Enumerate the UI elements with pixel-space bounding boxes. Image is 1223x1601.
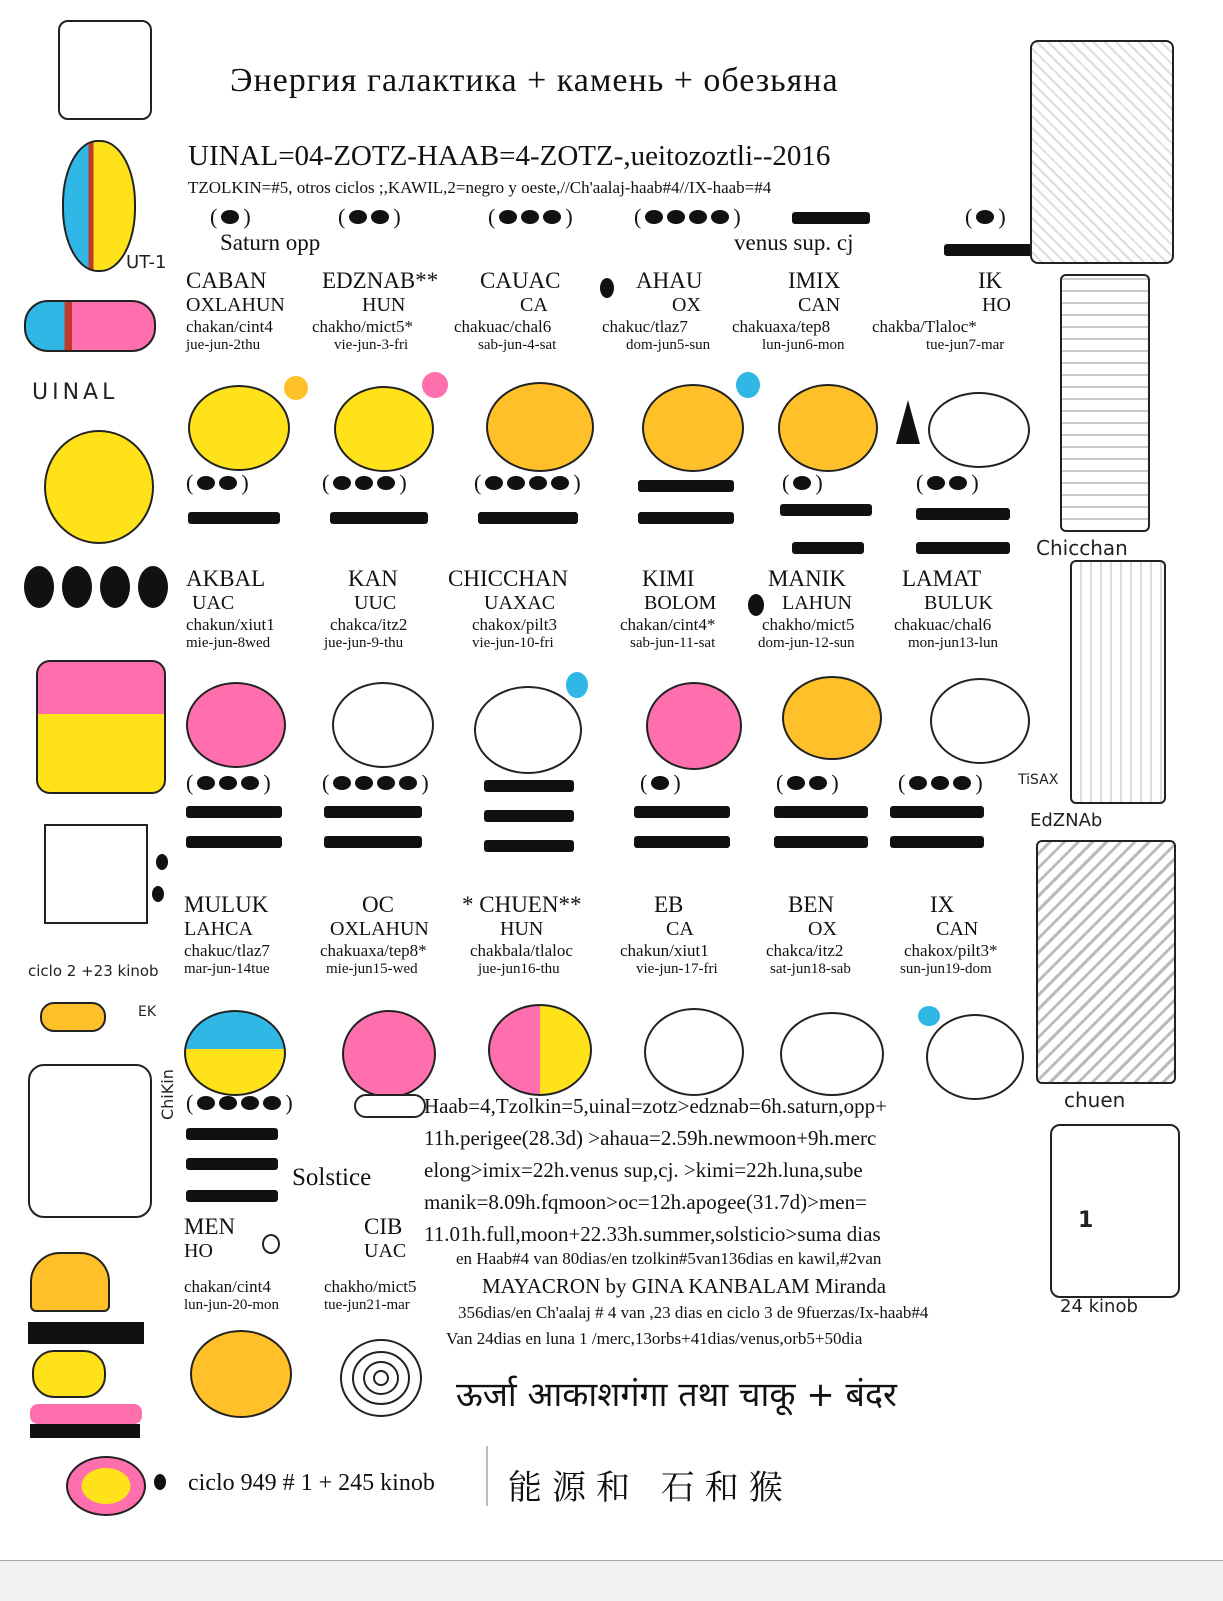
number-bar xyxy=(186,1190,278,1202)
chuen-figure-drawing xyxy=(1036,840,1176,1084)
day-date: sat-jun18-sab xyxy=(770,961,851,977)
akbal-glyph xyxy=(186,682,286,768)
day-date: lun-jun6-mon xyxy=(762,337,845,353)
day-lord: chakuac/chal6 xyxy=(894,615,992,634)
number-bar xyxy=(188,512,280,524)
number-bar xyxy=(780,504,872,516)
hindi-title: ऊर्जा आकाशगंगा तथा चाकू + बंदर xyxy=(456,1375,897,1415)
day-number: CA xyxy=(520,294,548,316)
kimi-glyph xyxy=(646,682,742,770)
day-sign: KIMI xyxy=(642,566,695,591)
edznab-glyph xyxy=(334,386,434,472)
day-number: UAC xyxy=(364,1240,407,1262)
day-sign: LAMAT xyxy=(902,566,982,591)
number-bar xyxy=(324,806,422,818)
solstice-note: Solstice xyxy=(292,1164,372,1191)
day-lord: chakun/xiut1 xyxy=(186,615,275,634)
note-line: 11.01h.full,moon+22.33h.summer,solsticio>suma dias xyxy=(424,1222,881,1246)
chicchan-glyph xyxy=(474,686,582,774)
count-line-1: en Haab#4 van 80dias/en tzolkin#5van136dias en kawil,#2van xyxy=(456,1249,882,1268)
divider xyxy=(486,1446,488,1506)
number-dots: ( ) xyxy=(186,470,249,495)
day-cell xyxy=(186,268,326,354)
day-date: jue-jun-9-thu xyxy=(324,635,404,651)
day-cell xyxy=(448,566,598,652)
day-lord: chakho/mict5 xyxy=(324,1277,417,1296)
day-lord: chakuc/tlaz7 xyxy=(184,941,270,960)
number-bar xyxy=(186,1128,278,1140)
day-date: tue-jun7-mar xyxy=(926,337,1005,353)
day-lord: chakca/itz2 xyxy=(766,941,844,960)
count-line-2: 356dias/en Ch'aalaj # 4 van ,23 dias en ciclo 3 de 9fuerzas/Ix-haab#4 xyxy=(458,1303,929,1322)
ciclo-count: ciclo 949 # 1 + 245 kinob xyxy=(188,1470,435,1496)
number-bar xyxy=(638,512,734,524)
yellow-face-drawing xyxy=(44,430,154,544)
uinal-haab-header: UINAL=04-ZOTZ-HAAB=4-ZOTZ-,ueitozoztli--2016 xyxy=(188,140,831,172)
number-bar xyxy=(186,1158,278,1170)
day-number: UUC xyxy=(354,592,397,614)
day-sign: MEN xyxy=(184,1214,236,1239)
chikin-label: ChiKin xyxy=(158,1069,177,1120)
day-cell xyxy=(620,892,760,978)
kan-glyph xyxy=(332,682,434,768)
day-lord: chakho/mict5* xyxy=(312,317,414,336)
note-line: manik=8.09h.fqmoon>oc=12h.apogee(31.7d)>men= xyxy=(424,1190,867,1214)
day-number: OXLAHUN xyxy=(330,918,429,940)
day-date: vie-jun-3-fri xyxy=(334,337,409,353)
note-line: Haab=4,Tzolkin=5,uinal=zotz>edznab=6h.saturn,opp+ xyxy=(424,1094,887,1118)
imix-glyph xyxy=(778,384,878,472)
day-number: OX xyxy=(672,294,701,316)
ink-blot xyxy=(600,278,614,298)
stacked-deity-drawing xyxy=(1060,274,1150,532)
kinob-glyph-drawing xyxy=(1050,1124,1180,1298)
number-bar-6 xyxy=(944,244,1036,256)
number-bar xyxy=(638,480,734,492)
number-bar xyxy=(890,806,984,818)
day-cell xyxy=(894,566,1044,652)
ink-dot xyxy=(152,886,164,902)
day-number: UAXAC xyxy=(484,592,556,614)
number-dots-1: ( ) xyxy=(210,204,251,229)
number-bar-5 xyxy=(792,212,870,224)
day-cell xyxy=(900,892,1050,978)
venus-note: venus sup. cj xyxy=(734,230,854,255)
number-dots: ( ) xyxy=(474,470,581,495)
number-bar xyxy=(484,840,574,852)
day-number: HO xyxy=(184,1240,213,1262)
ciclo-label: ciclo 2 +23 kinob xyxy=(28,962,159,980)
day-lord: chakca/itz2 xyxy=(330,615,408,634)
day-date: dom-jun-12-sun xyxy=(758,635,855,651)
day-number: HO xyxy=(982,294,1011,316)
day-sign: OC xyxy=(362,892,394,917)
day-number: CAN xyxy=(936,918,979,940)
number-bar xyxy=(774,836,868,848)
day-date: mar-jun-14tue xyxy=(184,961,270,977)
day-number: OXLAHUN xyxy=(186,294,285,316)
day-cell xyxy=(320,892,460,978)
ahau-glyph xyxy=(642,384,744,472)
ek-label: EK xyxy=(138,1004,157,1020)
day-lord: chakho/mict5 xyxy=(762,615,855,634)
day-date: jue-jun-2thu xyxy=(186,337,261,353)
ek-glyph-drawing xyxy=(40,1002,106,1032)
ut1-label: UT-1 xyxy=(126,252,167,273)
pink-ring-glyph-drawing xyxy=(66,1456,146,1516)
number-bar xyxy=(916,508,1010,520)
day-lord: chakuaxa/tep8 xyxy=(732,317,831,336)
day-sign: CAUAC xyxy=(480,268,561,293)
day-lord: chakox/pilt3* xyxy=(904,941,998,960)
day-sign: KAN xyxy=(348,566,398,591)
small-circle xyxy=(262,1234,280,1254)
number-bar xyxy=(484,780,574,792)
day-number: LAHUN xyxy=(782,592,852,614)
blue-dot xyxy=(736,372,760,398)
day-lord: chakuaxa/tep8* xyxy=(320,941,427,960)
day-cell-men xyxy=(184,1214,324,1314)
day-lord: chakan/cint4* xyxy=(620,615,716,634)
ut1-glyph-drawing xyxy=(62,140,136,272)
day-cell xyxy=(620,566,760,652)
number-bar xyxy=(484,810,574,822)
day-date: mie-jun15-wed xyxy=(326,961,418,977)
day-lord: chakuac/chal6 xyxy=(454,317,552,336)
day-lord: chakun/xiut1 xyxy=(620,941,709,960)
day-cell xyxy=(732,268,882,354)
day-date: sab-jun-4-sat xyxy=(478,337,557,353)
page-title: Энергия галактика + камень + обезьяна xyxy=(230,62,839,99)
day-number: HUN xyxy=(500,918,544,940)
lamat-glyph xyxy=(930,678,1030,764)
day-lord: chakan/cint4 xyxy=(184,1277,271,1296)
tzolkin-header: TZOLKIN=#5, otros ciclos ;,KAWIL,2=negro y oeste,//Ch'aalaj-haab#4//IX-haab=#4 xyxy=(188,178,772,197)
number-bar xyxy=(324,836,422,848)
turtle-glyph-drawing xyxy=(30,1252,110,1312)
day-sign: EDZNAB** xyxy=(322,268,439,293)
number-dots: ( ) xyxy=(322,770,429,795)
pink-band xyxy=(30,1404,142,1424)
ix-glyph xyxy=(926,1014,1024,1100)
number-dots: ( ) xyxy=(186,1090,293,1115)
note-line: 11h.perigee(28.3d) >ahaua=2.59h.newmoon+9h.merc xyxy=(424,1126,877,1150)
cauac-glyph xyxy=(486,382,594,472)
astronomy-notes xyxy=(424,1090,887,1250)
number-dots-2: ( ) xyxy=(338,204,401,229)
day-number: UAC xyxy=(192,592,235,614)
number-dots: ( ) xyxy=(186,770,271,795)
chuen-label: chuen xyxy=(1064,1088,1126,1112)
day-cell xyxy=(766,892,906,978)
uinal-glyph-drawing xyxy=(24,300,156,352)
day-sign: IK xyxy=(978,268,1003,293)
warrior-figure-drawing xyxy=(1030,40,1174,264)
ink-dot xyxy=(154,1474,166,1490)
number-bar xyxy=(186,806,282,818)
number-dots-4: ( ) xyxy=(634,204,741,229)
day-cell xyxy=(312,268,462,354)
chinese-title: 能源和 石和猴 xyxy=(508,1468,793,1508)
number-dots-6: ( ) xyxy=(965,204,1006,229)
large-glyph-drawing xyxy=(28,1064,152,1218)
day-date: lun-jun-20-mon xyxy=(184,1297,279,1313)
number-dots-3: ( ) xyxy=(488,204,573,229)
day-sign: EB xyxy=(654,892,684,917)
blue-dot xyxy=(566,672,588,698)
day-cell xyxy=(184,892,324,978)
day-cell xyxy=(872,268,1042,354)
eb-glyph xyxy=(644,1008,744,1096)
number-bar xyxy=(186,836,282,848)
day-sign: MULUK xyxy=(184,892,269,917)
day-date: sun-jun19-dom xyxy=(900,961,992,977)
day-cell xyxy=(324,566,464,652)
day-date: jue-jun16-thu xyxy=(478,961,560,977)
blue-dot xyxy=(918,1006,940,1026)
day-lord: chakbala/tlaloc xyxy=(470,941,573,960)
author-credit: MAYACRON by GINA KANBALAM Miranda xyxy=(482,1274,887,1298)
day-sign: CHICCHAN xyxy=(448,566,569,591)
day-cell xyxy=(602,268,752,354)
number-dots: ( ) xyxy=(640,770,681,795)
ink-bar xyxy=(30,1424,140,1438)
number-bar xyxy=(792,542,864,554)
day-sign: CABAN xyxy=(186,268,267,293)
day-cell xyxy=(454,268,604,354)
glyph-drawing-top-left xyxy=(58,20,152,120)
manik-glyph xyxy=(782,676,882,760)
note-line: elong>imix=22h.venus sup,cj. >kimi=22h.luna,sube xyxy=(424,1158,863,1182)
day-number: CA xyxy=(666,918,694,940)
number-dots: ( ) xyxy=(776,770,839,795)
count-line-3: Van 24dias en luna 1 /merc,13orbs+41dias/venus,orb5+50dia xyxy=(446,1329,863,1348)
day-sign: AKBAL xyxy=(186,566,266,591)
day-cell xyxy=(748,566,898,652)
ink-dot xyxy=(156,854,168,870)
day-date: vie-jun-10-fri xyxy=(472,635,554,651)
day-date: dom-jun5-sun xyxy=(626,337,711,353)
day-date: sab-jun-11-sat xyxy=(630,635,716,651)
day-date: vie-jun-17-fri xyxy=(636,961,718,977)
ben-glyph xyxy=(780,1012,884,1096)
ik-glyph xyxy=(928,392,1030,468)
number-dots: ( ) xyxy=(898,770,983,795)
day-sign: * CHUEN** xyxy=(462,892,582,917)
oc-glyph xyxy=(342,1010,436,1098)
muluk-glyph xyxy=(184,1010,286,1096)
number-dots: ( ) xyxy=(322,470,407,495)
number-bar xyxy=(890,836,984,848)
orange-dot xyxy=(284,376,308,400)
yellow-eye-drawing xyxy=(32,1350,106,1398)
day-number: CAN xyxy=(798,294,841,316)
number-bar xyxy=(634,836,730,848)
men-glyph xyxy=(190,1330,292,1418)
number-bar xyxy=(478,512,578,524)
haab-cartouche xyxy=(354,1094,426,1118)
number-bar xyxy=(916,542,1010,554)
cib-spiral-glyph xyxy=(336,1336,426,1420)
monster-head-drawing xyxy=(36,660,166,794)
day-number: BULUK xyxy=(924,592,993,614)
caban-glyph xyxy=(188,385,290,471)
number-bar xyxy=(330,512,428,524)
day-number: HUN xyxy=(362,294,406,316)
day-lord: chakba/Tlaloc* xyxy=(872,317,977,336)
day-cell xyxy=(186,566,326,652)
day-date: tue-jun21-mar xyxy=(324,1297,410,1313)
chicchan-label: Chicchan xyxy=(1036,536,1128,560)
day-cell-cib xyxy=(324,1214,464,1314)
kinob-label: 24 kinob xyxy=(1060,1296,1138,1317)
ink-triangle xyxy=(896,400,920,444)
number-dots: ( ) xyxy=(782,470,823,495)
day-sign: IX xyxy=(930,892,955,917)
uinal-label: UINAL xyxy=(32,380,119,405)
day-number: BOLOM xyxy=(644,592,717,614)
chuen-glyph xyxy=(488,1004,592,1096)
day-sign: IMIX xyxy=(788,268,841,293)
day-date: mon-jun13-lun xyxy=(908,635,998,651)
pink-dot xyxy=(422,372,448,398)
standing-figure-drawing xyxy=(1070,560,1166,804)
edznab-label: EdZNAb xyxy=(1030,810,1103,831)
tisax-label: TiSAX xyxy=(1018,772,1059,788)
four-dots xyxy=(24,566,168,608)
ink-blot xyxy=(748,594,764,616)
number-bar xyxy=(634,806,730,818)
day-sign: CIB xyxy=(364,1214,403,1239)
number-dots: ( ) xyxy=(916,470,979,495)
day-sign: AHAU xyxy=(636,268,703,293)
glyph-drawing-block xyxy=(44,824,148,924)
day-lord: chakox/pilt3 xyxy=(472,615,557,634)
day-date: mie-jun-8wed xyxy=(186,635,271,651)
day-number: LAHCA xyxy=(184,918,253,940)
page-bottom-edge xyxy=(0,1560,1223,1601)
day-sign: MANIK xyxy=(768,566,846,591)
day-lord: chakan/cint4 xyxy=(186,317,273,336)
one-label: 1 xyxy=(1078,1208,1094,1233)
saturn-note: Saturn opp xyxy=(220,230,321,255)
day-number: OX xyxy=(808,918,837,940)
ink-bar xyxy=(28,1322,144,1344)
day-lord: chakuc/tlaz7 xyxy=(602,317,688,336)
number-bar xyxy=(774,806,868,818)
day-sign: BEN xyxy=(788,892,834,917)
day-cell xyxy=(462,892,612,978)
